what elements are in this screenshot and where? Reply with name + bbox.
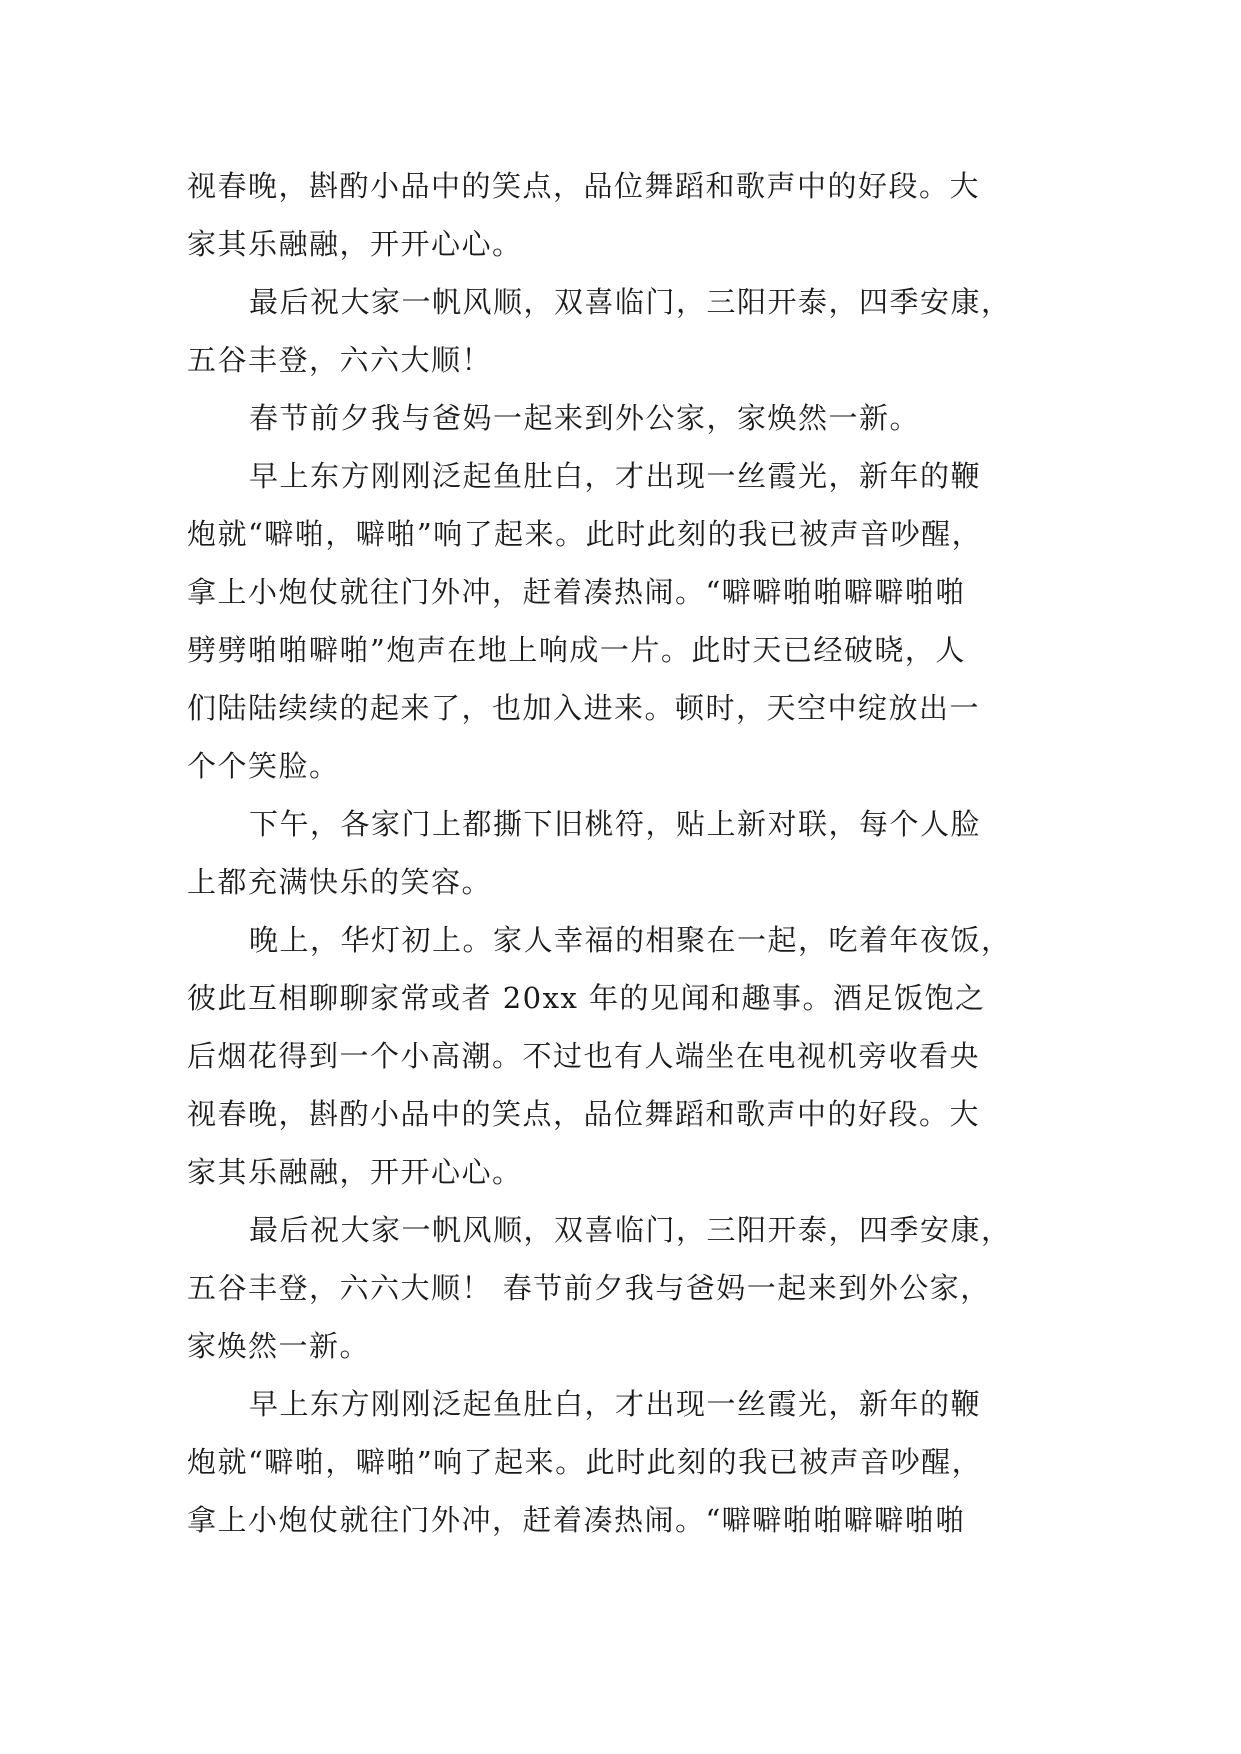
text-line: 早上东方刚刚泛起鱼肚白，才出现一丝霞光，新年的鞭 <box>249 1387 982 1421</box>
document-body <box>187 157 1047 1549</box>
text-line: 下午，各家门上都撕下旧桃符，贴上新对联，每个人脸 <box>249 807 982 841</box>
text-line: 最后祝大家一帆风顺，双喜临门，三阳开泰，四季安康， <box>249 285 1012 319</box>
text-line: 早上东方刚刚泛起鱼肚白，才出现一丝霞光，新年的鞭 <box>249 459 982 493</box>
text-line: 家其乐融融，开开心心。 <box>187 227 523 261</box>
text-line: 拿上小炮仗就往门外冲，赶着凑热闹。“噼噼啪啪噼噼啪啪 <box>187 575 966 609</box>
text-line: 劈劈啪啪噼啪”炮声在地上响成一片。此时天已经破晓，人 <box>187 633 966 667</box>
text-line: 个个笑脸。 <box>187 749 340 783</box>
text-line: 视春晚，斟酌小品中的笑点，品位舞蹈和歌声中的好段。大 <box>187 1097 981 1131</box>
text-line: 五谷丰登，六六大顺！ 春节前夕我与爸妈一起来到外公家， <box>187 1271 991 1305</box>
text-line: 晚上，华灯初上。家人幸福的相聚在一起，吃着年夜饭， <box>249 923 1012 957</box>
text-line: 春节前夕我与爸妈一起来到外公家，家焕然一新。 <box>249 401 921 435</box>
text-line: 五谷丰登，六六大顺！ <box>187 343 493 377</box>
text-line: 炮就“噼啪，噼啪”响了起来。此时此刻的我已被声音吵醒， <box>187 517 983 551</box>
text-line: 上都充满快乐的笑容。 <box>187 865 493 899</box>
text-line: 炮就“噼啪，噼啪”响了起来。此时此刻的我已被声音吵醒， <box>187 1445 983 1479</box>
text-line: 后烟花得到一个小高潮。不过也有人端坐在电视机旁收看央 <box>187 1039 981 1073</box>
text-line: 视春晚，斟酌小品中的笑点，品位舞蹈和歌声中的好段。大 <box>187 169 981 203</box>
text-line: 最后祝大家一帆风顺，双喜临门，三阳开泰，四季安康， <box>249 1213 1012 1247</box>
text-line: 家其乐融融，开开心心。 <box>187 1155 523 1189</box>
text-line: 彼此互相聊聊家常或者 20xx 年的见闻和趣事。酒足饭饱之 <box>187 981 986 1015</box>
text-line: 们陆陆续续的起来了，也加入进来。顿时，天空中绽放出一 <box>187 691 981 725</box>
text-line: 家焕然一新。 <box>187 1329 371 1363</box>
text-line: 拿上小炮仗就往门外冲，赶着凑热闹。“噼噼啪啪噼噼啪啪 <box>187 1503 966 1537</box>
